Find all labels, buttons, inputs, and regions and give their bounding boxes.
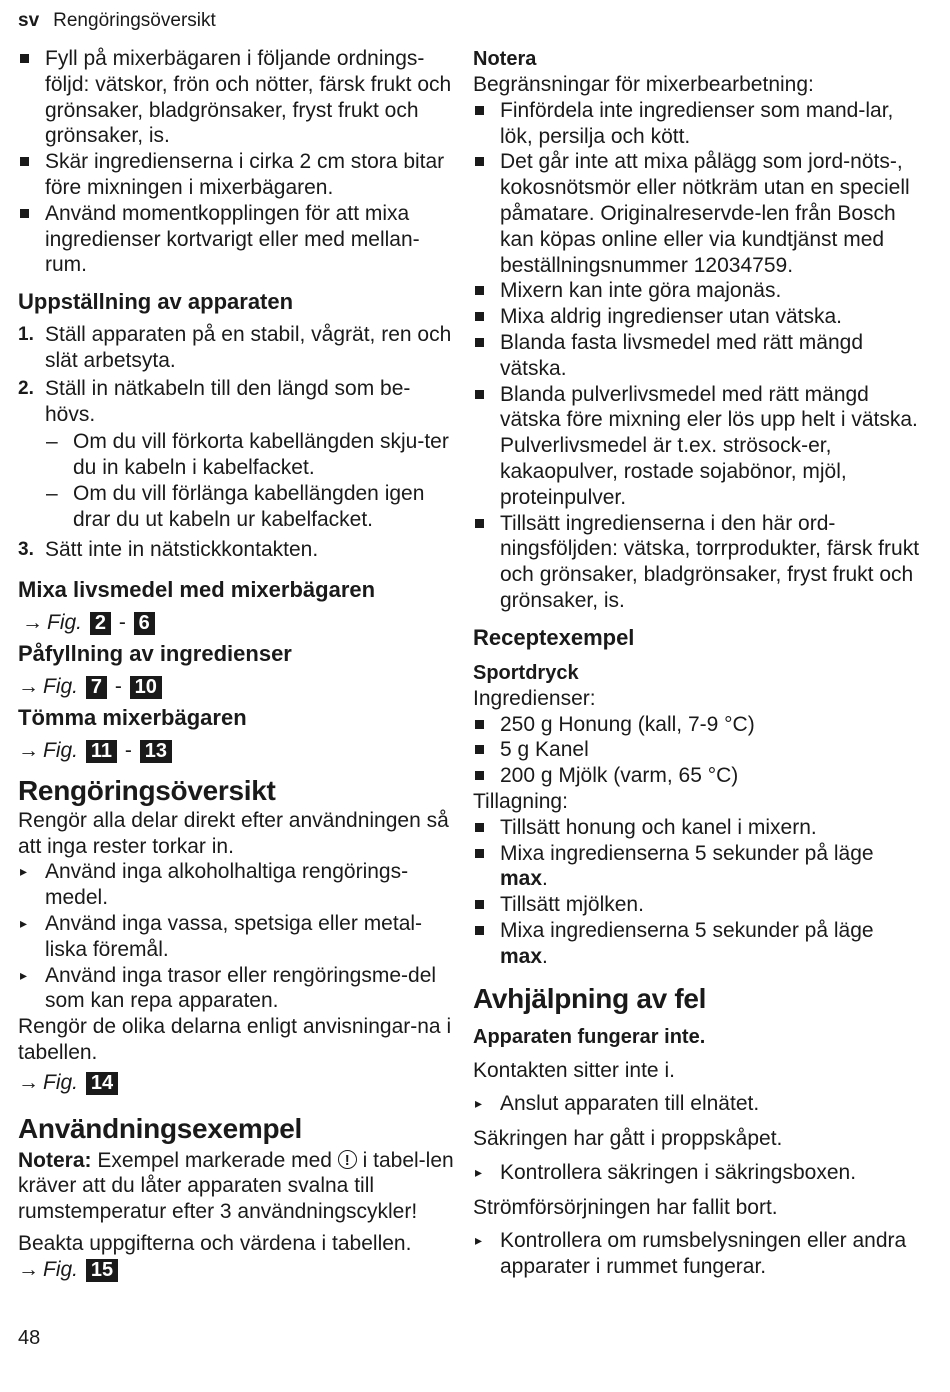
triangle-bullet-icon: ▸: [475, 1095, 483, 1112]
section-heading-cleaning: Rengöringsöversikt: [18, 774, 276, 806]
right-column: [473, 46, 923, 1280]
section-heading-mix: Mixa livsmedel med mixerbägaren: [18, 577, 376, 603]
list-item: Tillsätt ingredienserna i den här ord-ningsföljden: vätska, torrprodukter, färsk frukt och grönsaker, bladgrönsaker, fryst frukt och grönsaker, is.: [473, 511, 923, 614]
arrow-icon: →: [18, 1070, 39, 1094]
preparation-label: Tillagning:: [473, 789, 568, 813]
note-intro: Begränsningar för mixerbearbetning:: [473, 73, 814, 96]
page-header: [18, 9, 216, 33]
list-item: Mixa ingredienserna 5 sekunder på läge max.: [473, 918, 923, 970]
page-number: 48: [18, 1327, 41, 1349]
cleaning-text: Rengör alla delar direkt efter användningen så att inga rester torkar in.: [18, 808, 449, 858]
list-item: Tillsätt honung och kanel i mixern.: [473, 815, 923, 841]
list-item: Blanda pulverlivsmedel med rätt mängd vätska före mixning eler lös upp helt i vätska. Pulverlivsmedel är t.ex. strösock-er, kakaopulver, rostade sojabönor, mjöl, proteinpulver.: [473, 382, 923, 511]
list-item: ▸ Använd inga vassa, spetsiga eller metal-liska föremål.: [20, 911, 423, 961]
arrow-icon: →: [18, 1257, 39, 1281]
triangle-bullet-icon: ▸: [20, 914, 28, 931]
section-heading-recipe: Receptexempel: [473, 624, 635, 650]
warning-icon: !: [338, 1150, 357, 1169]
triangle-bullet-icon: ▸: [20, 863, 28, 880]
list-item: ▸ Använd inga alkoholhaltiga rengörings-medel.: [20, 860, 409, 910]
figure-number: 10: [130, 676, 162, 699]
list-item: 200 g Mjölk (varm, 65 °C): [473, 763, 923, 789]
cleaning-text: Rengör de olika delarna enligt anvisningar-na i tabellen.: [18, 1015, 452, 1064]
sub-item: – Om du vill förkorta kabellängden skju-ter du in kabeln i kabelfacket.: [46, 430, 449, 480]
figure-reference: → Fig. 7 - 10: [18, 674, 458, 700]
language-code: sv: [18, 10, 40, 31]
action-item: ▸ Anslut apparaten till elnätet.: [475, 1092, 760, 1116]
figure-reference: → Fig. 2 - 6: [18, 610, 458, 636]
figure-number: 7: [86, 676, 107, 699]
list-item: Mixa aldrig ingredienser utan vätska.: [473, 304, 923, 330]
figure-reference: → Fig. 15: [18, 1257, 458, 1283]
list-item: Tillsätt mjölken.: [473, 892, 923, 918]
usage-note: Notera: Exempel markerade med ! i tabel-len kräver att du låter apparaten svalna till rumstemperatur efter 3 användningscykler!: [18, 1148, 454, 1224]
list-item: 5 g Kanel: [473, 737, 923, 763]
list-item: Finfördela inte ingredienser som mand-lar, lök, persilja och kött.: [473, 98, 923, 150]
list-item: Mixern kan inte göra majonäs.: [473, 278, 923, 304]
sub-item: – Om du vill förlänga kabellängden igen drar du ut kabeln ur kabelfacket.: [46, 481, 425, 531]
triangle-bullet-icon: ▸: [20, 966, 28, 983]
action-item: ▸ Kontrollera säkringen i säkringsboxen.: [475, 1160, 857, 1184]
arrow-icon: →: [22, 611, 43, 635]
cause-text: Kontakten sitter inte i.: [473, 1058, 675, 1082]
section-heading-fill: Påfyllning av ingredienser: [18, 641, 292, 667]
note-heading: Notera: [473, 48, 537, 70]
list-item: Använd momentkopplingen för att mixa ingredienser kortvarigt eller med mellan-rum.: [18, 201, 458, 278]
arrow-icon: →: [18, 675, 39, 699]
section-heading-empty: Tömma mixerbägaren: [18, 704, 247, 730]
figure-reference: → Fig. 14: [18, 1070, 458, 1096]
figure-number: 15: [86, 1259, 118, 1282]
step-2: 2. Ställ in nätkabeln till den längd som be-hövs.: [18, 376, 411, 426]
recipe-name: Sportdryck: [473, 661, 579, 684]
step-3: 3. Sätt inte in nätstickkontakten.: [18, 537, 319, 561]
section-heading-usage: Användningsexempel: [18, 1112, 303, 1144]
cause-text: Säkringen har gått i proppskåpet.: [473, 1127, 783, 1151]
figure-number: 13: [140, 740, 172, 763]
list-item: 250 g Honung (kall, 7-9 °C): [473, 712, 923, 738]
triangle-bullet-icon: ▸: [475, 1163, 483, 1180]
list-item: Det går inte att mixa pålägg som jord-nöts-, kokosnötsmör eller nötkräm utan en speciell påmatare. Originalreservde-len från Bosch kan köpas online eller via kundtjänst med beställningsnummer 12034759.: [473, 149, 923, 278]
figure-number: 11: [86, 740, 117, 763]
list-item: Fyll på mixerbägaren i följande ordnings-följd: vätskor, frön och nötter, färsk frukt och grönsaker, bladgrönsaker, fryst frukt och grönsaker, is.: [18, 46, 458, 149]
figure-reference: → Fig. 11 - 13: [18, 738, 458, 764]
figure-number: 6: [134, 612, 155, 635]
list-item: Blanda fasta livsmedel med rätt mängd vätska.: [473, 330, 923, 382]
list-item: ▸ Använd inga trasor eller rengöringsme-del som kan repa apparaten.: [20, 963, 437, 1013]
section-heading-troubleshooting: Avhjälpning av fel: [473, 982, 707, 1014]
header-title: Rengöringsöversikt: [53, 10, 216, 31]
triangle-bullet-icon: ▸: [475, 1232, 483, 1249]
list-item: Skär ingredienserna i cirka 2 cm stora bitar före mixningen i mixerbägaren.: [18, 149, 458, 201]
figure-number: 2: [90, 612, 111, 635]
section-heading-setup: Uppställning av apparaten: [18, 289, 294, 315]
usage-text: Beakta uppgifterna och värdena i tabellen.: [18, 1231, 412, 1255]
list-item: Mixa ingredienserna 5 sekunder på läge max.: [473, 841, 923, 893]
problem-title: Apparaten fungerar inte.: [473, 1025, 706, 1048]
ingredients-label: Ingredienser:: [473, 686, 596, 710]
step-1: 1. Ställ apparaten på en stabil, vågrät, ren och slät arbetsyta.: [18, 323, 452, 372]
action-item: ▸ Kontrollera om rumsbelysningen eller andra apparater i rummet fungerar.: [475, 1229, 907, 1279]
figure-number: 14: [86, 1072, 118, 1095]
left-column: [18, 46, 458, 1282]
cause-text: Strömförsörjningen har fallit bort.: [473, 1195, 778, 1219]
arrow-icon: →: [18, 738, 39, 762]
